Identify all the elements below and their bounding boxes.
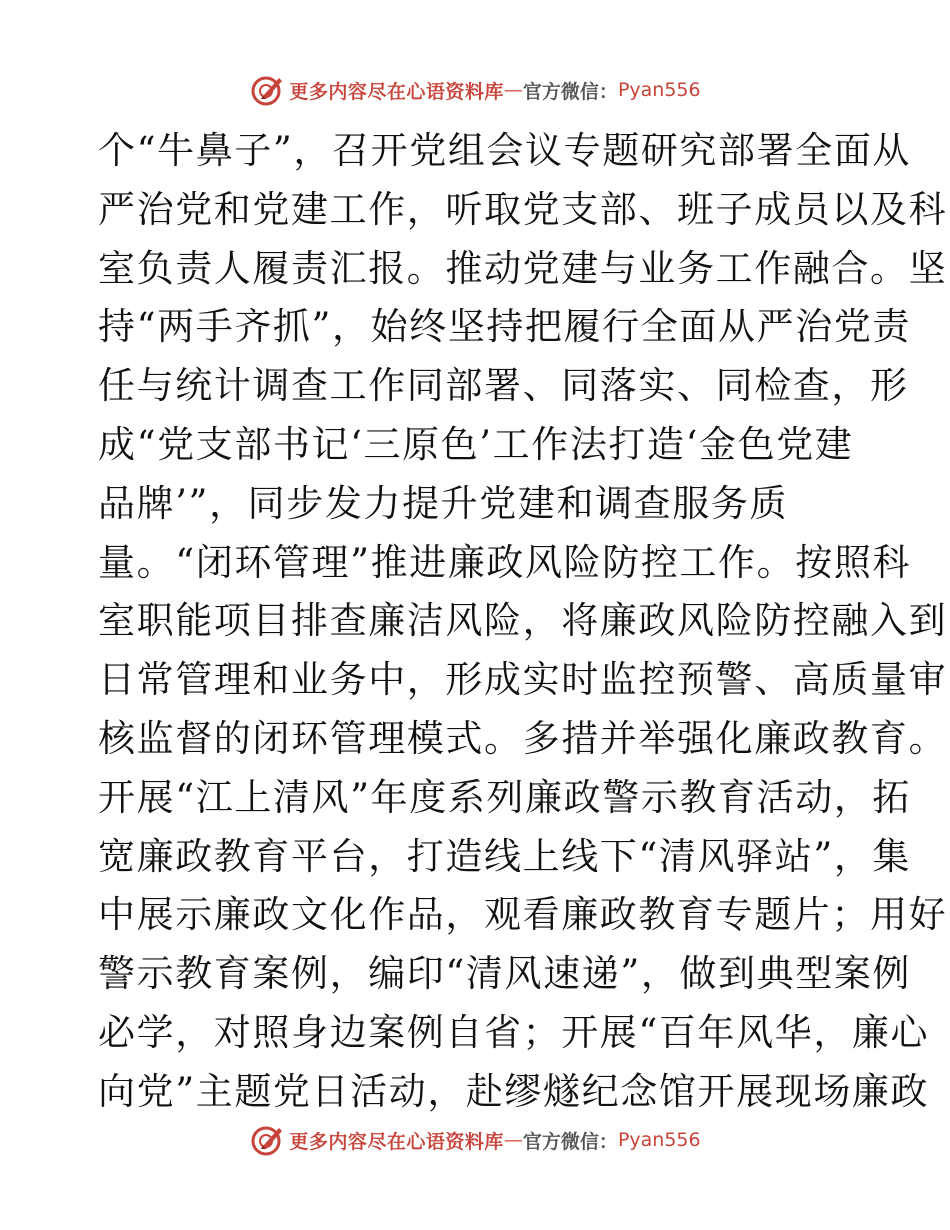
text-line: 向党”主题党日活动，赴缪燧纪念馆开展现场廉政 [98,1069,930,1113]
brush-logo-icon [249,72,285,108]
footer-site-text: 更多内容尽在心语资料库 [289,1130,504,1153]
text-line: 日常管理和业务中，形成实时监控预警、高质量审 [98,658,948,702]
document-body [98,122,948,1122]
brush-logo-icon [249,1122,285,1158]
text-line: 严治党和党建工作，听取党支部、班子成员以及科 [98,187,948,231]
text-line: 任与统计调查工作同部署、同落实、同检查，形 [98,364,909,408]
text-line: 量。“闭环管理”推进廉政风险防控工作。按照科 [98,540,912,584]
header-contact-label: 官方微信： [522,80,618,103]
header-banner [0,70,950,110]
header-site-text: 更多内容尽在心语资料库 [289,80,504,103]
footer-contact-label: 官方微信： [522,1130,618,1153]
footer-contact-id: Pyan556 [617,1129,701,1151]
text-line: 室负责人履责汇报。推动党建与业务工作融合。坚 [98,246,948,290]
header-separator: — [503,79,523,101]
text-line: 个“牛鼻子”，召开党组会议专题研究部署全面从 [98,129,912,172]
header-contact-id: Pyan556 [617,79,701,101]
text-line: 必学，对照身边案例自省；开展“百年风华，廉心 [98,1010,930,1054]
footer-separator: — [503,1129,523,1151]
text-line: 持“两手齐抓”，始终坚持把履行全面从严治党责 [98,305,912,349]
text-line: 品牌’”，同步发力提升党建和调查服务质 [98,481,789,525]
text-line: 核监督的闭环管理模式。多措并举强化廉政教育。 [98,716,948,760]
text-line: 中展示廉政文化作品，观看廉政教育专题片；用好 [98,893,948,937]
text-line: 成“党支部书记‘三原色’工作法打造‘金色党建 [98,422,854,466]
text-line: 警示教育案例，编印“清风速递”，做到典型案例 [98,952,912,996]
footer-banner [0,1120,950,1160]
text-line: 开展“江上清风”年度系列廉政警示教育活动，拓 [98,775,912,819]
text-line: 室职能项目排查廉洁风险，将廉政风险防控融入到 [98,599,948,643]
text-line: 宽廉政教育平台，打造线上线下“清风驿站”，集 [98,834,912,878]
